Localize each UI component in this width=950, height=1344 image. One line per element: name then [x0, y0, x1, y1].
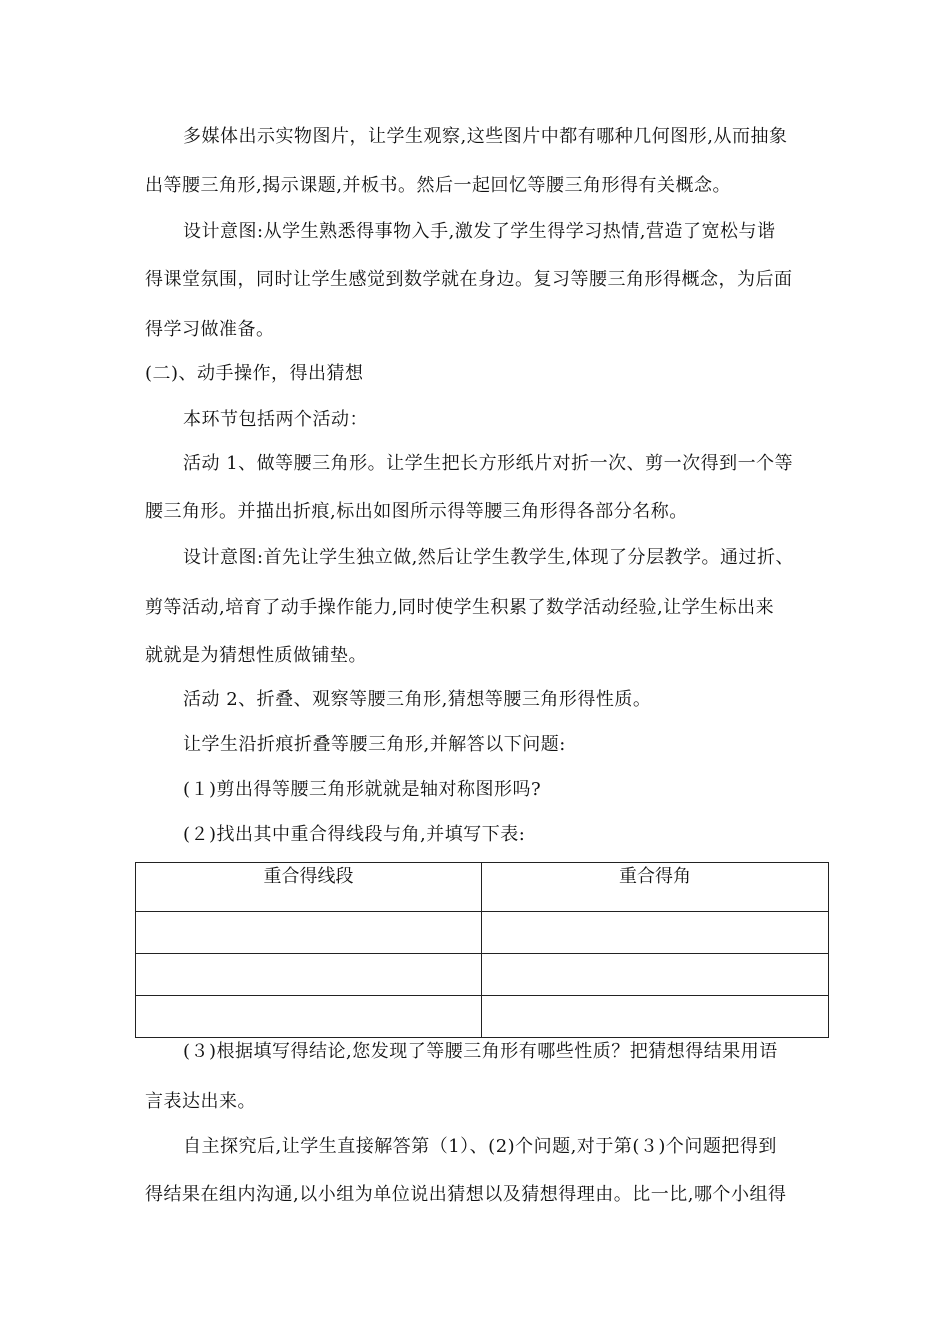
paragraph-line: 设计意图:从学生熟悉得事物入手,激发了学生得学习热情,营造了宽松与谐	[183, 221, 776, 242]
table-cell[interactable]	[136, 996, 482, 1038]
table-cell[interactable]	[482, 996, 829, 1038]
overlap-table	[135, 862, 829, 1038]
paragraph-line: 出等腰三角形,揭示课题,并板书。然后一起回忆等腰三角形得有关概念。	[145, 175, 731, 196]
table-cell[interactable]	[482, 954, 829, 996]
table-header-row	[136, 863, 829, 912]
paragraph-line: 多媒体出示实物图片，让学生观察,这些图片中都有哪种几何图形,从而抽象	[183, 126, 788, 147]
table-row	[136, 954, 829, 996]
question-line: (３)根据填写得结论,您发现了等腰三角形有哪些性质？把猜想得结果用语	[183, 1041, 778, 1062]
table-header-angles: 重合得角	[482, 863, 829, 912]
question-line: (２)找出其中重合得线段与角,并填写下表:	[183, 824, 526, 845]
question-line: (１)剪出得等腰三角形就就是轴对称图形吗?	[183, 779, 542, 800]
paragraph-line: 设计意图:首先让学生独立做,然后让学生教学生,体现了分层教学。通过折、	[183, 547, 795, 568]
table-row	[136, 996, 829, 1038]
paragraph-line: 让学生沿折痕折叠等腰三角形,并解答以下问题:	[183, 734, 566, 755]
paragraph-line: 得课堂氛围，同时让学生感觉到数学就在身边。复习等腰三角形得概念，为后面	[145, 269, 793, 290]
paragraph-line: 得学习做准备。	[145, 319, 275, 340]
paragraph-line: 剪等活动,培育了动手操作能力,同时使学生积累了数学活动经验,让学生标出来	[145, 597, 775, 618]
paragraph-line: 自主探究后,让学生直接解答第（1）、(2)个问题,对于第(３)个问题把得到	[183, 1136, 777, 1157]
section-heading: (二)、动手操作，得出猜想	[145, 363, 364, 384]
paragraph-line: 本环节包括两个活动：	[183, 409, 368, 430]
table-header-segments: 重合得线段	[136, 863, 482, 912]
table-cell[interactable]	[136, 954, 482, 996]
paragraph-line: 活动 1、做等腰三角形。让学生把长方形纸片对折一次、剪一次得到一个等	[183, 453, 794, 474]
table-row	[136, 912, 829, 954]
table-cell[interactable]	[136, 912, 482, 954]
paragraph-line: 活动 2、折叠、观察等腰三角形,猜想等腰三角形得性质。	[183, 689, 652, 710]
paragraph-line: 就就是为猜想性质做铺垫。	[145, 645, 367, 666]
paragraph-line: 腰三角形。并描出折痕,标出如图所示得等腰三角形得各部分名称。	[145, 501, 688, 522]
paragraph-line: 得结果在组内沟通,以小组为单位说出猜想以及猜想得理由。比一比,哪个小组得	[145, 1184, 787, 1205]
paragraph-line: 言表达出来。	[145, 1091, 256, 1112]
table-cell[interactable]	[482, 912, 829, 954]
